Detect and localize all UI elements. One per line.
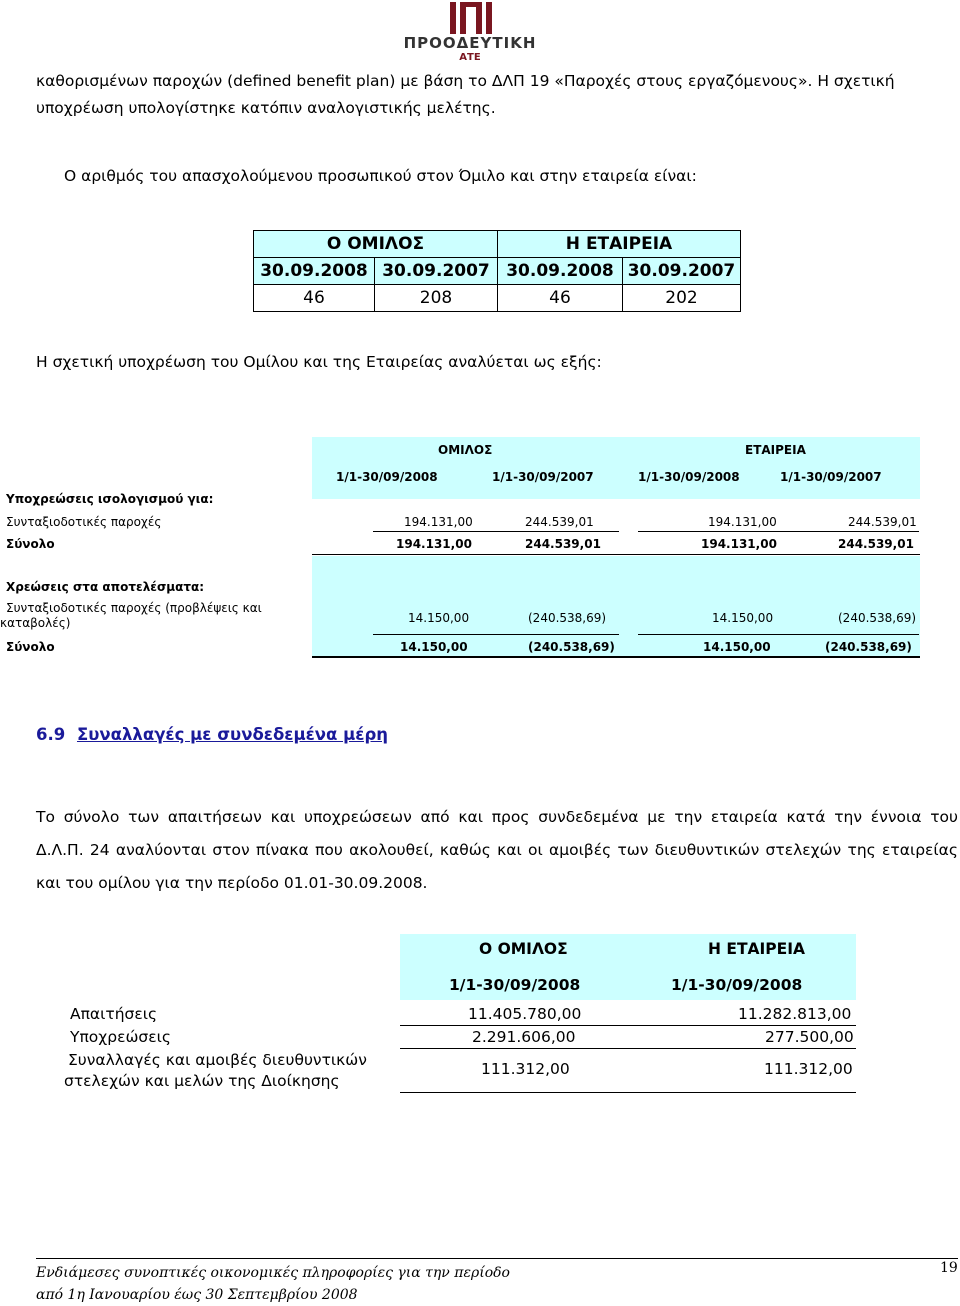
liability-underline xyxy=(373,531,619,532)
intro-line-2: υποχρέωση υπολογίστηκε κατόπιν αναλογιστικής μελέτης. xyxy=(36,99,496,117)
liability-total-cell: (240.538,69) xyxy=(825,640,912,654)
logo-wordmark: ΠΡΟΟΔΕΥΤΙΚΗ xyxy=(403,34,537,52)
related-cell: 111.312,00 xyxy=(764,1060,853,1078)
liability-underline xyxy=(312,554,920,555)
liability-row-label-line: Συνταξιοδοτικές παροχές (προβλέψεις και xyxy=(6,601,262,615)
related-row-label: Απαιτήσεις xyxy=(70,1005,158,1023)
liability-period: 1/1-30/09/2007 xyxy=(492,470,594,484)
liability-group-header: ΟΜΙΛΟΣ xyxy=(438,443,493,457)
liability-row-label xyxy=(0,601,262,631)
staff-value: 46 xyxy=(254,285,375,312)
related-company-header: Η ΕΤΑΙΡΕΙΑ xyxy=(708,940,806,958)
intro-paragraph xyxy=(36,68,958,122)
liability-cell: 244.539,01 xyxy=(525,515,594,529)
liability-period: 1/1-30/09/2008 xyxy=(336,470,438,484)
liability-underline xyxy=(638,634,919,635)
related-paragraph xyxy=(36,801,958,900)
liability-row-label: Συνταξιοδοτικές παροχές xyxy=(6,515,162,529)
liability-cell: 14.150,00 xyxy=(712,611,774,625)
liability-period: 1/1-30/09/2007 xyxy=(780,470,882,484)
liability-underline xyxy=(373,634,619,635)
liability-header-shade xyxy=(312,437,920,499)
related-row-label xyxy=(64,1050,367,1092)
related-cell: 11.405.780,00 xyxy=(468,1005,582,1023)
liability-total-cell: 194.131,00 xyxy=(396,537,472,551)
related-line-2: Δ.Λ.Π. 24 αναλύονται στον πίνακα που ακολουθεί, καθώς και οι αμοιβές των διευθυντικών στελεχών της εταιρείας xyxy=(36,841,958,859)
related-row-label: Υποχρεώσεις xyxy=(70,1028,171,1046)
footer-line-1: Ενδιάμεσες συνοπτικές οικονομικές πληροφορίες για την περίοδο xyxy=(36,1265,510,1281)
liability-total-cell: (240.538,69) xyxy=(528,640,615,654)
related-cell: 277.500,00 xyxy=(765,1028,854,1046)
staff-date: 30.09.2008 xyxy=(498,258,623,285)
related-group-header: Ο ΟΜΙΛΟΣ xyxy=(479,940,568,958)
logo-subtitle: ΑΤΕ xyxy=(459,52,481,63)
liability-cell: 194.131,00 xyxy=(404,515,473,529)
related-cell: 11.282.813,00 xyxy=(738,1005,852,1023)
page-number: 19 xyxy=(940,1260,958,1276)
liability-period: 1/1-30/09/2008 xyxy=(638,470,740,484)
liability-total-cell: 14.150,00 xyxy=(703,640,771,654)
liability-cell: 244.539,01 xyxy=(848,515,917,529)
footer-line-2: από 1η Ιανουαρίου έως 30 Σεπτεμβρίου 2008 xyxy=(36,1287,358,1303)
liability-total-cell: 14.150,00 xyxy=(400,640,468,654)
staff-value: 46 xyxy=(498,285,623,312)
liability-cell: 14.150,00 xyxy=(408,611,470,625)
staff-group-header: Ο ΟΜΙΛΟΣ xyxy=(254,231,498,258)
staff-date: 30.09.2007 xyxy=(623,258,741,285)
related-cell: 111.312,00 xyxy=(481,1060,570,1078)
related-row-label-line: Συναλλαγές και αμοιβές διευθυντικών xyxy=(68,1051,367,1069)
related-line-3: και του ομίλου για την περίοδο 01.01-30.09.2008. xyxy=(36,874,428,892)
related-group-period: 1/1-30/09/2008 xyxy=(449,976,581,994)
staff-value: 202 xyxy=(623,285,741,312)
footer-text xyxy=(36,1262,510,1306)
staff-value: 208 xyxy=(375,285,498,312)
liability-total-label: Σύνολο xyxy=(6,537,55,551)
liability-cell: 194.131,00 xyxy=(708,515,777,529)
liability-section1-title: Υποχρεώσεις ισολογισμού για: xyxy=(6,492,214,506)
liability-cell: (240.538,69) xyxy=(528,611,607,625)
section-number: 6.9 xyxy=(36,725,66,744)
logo-mark-icon xyxy=(450,2,492,34)
footer-rule xyxy=(36,1258,958,1259)
liability-cell: (240.538,69) xyxy=(838,611,917,625)
liability-total-cell: 194.131,00 xyxy=(701,537,777,551)
intro-line-1: καθορισμένων παροχών (defined benefit plan) με βάση το ΔΛΠ 19 «Παροχές στους εργαζόμενους». Η σχετική xyxy=(36,72,895,90)
related-row-rule xyxy=(400,1092,856,1093)
related-row-rule xyxy=(400,1048,856,1049)
liability-underline xyxy=(312,656,920,658)
related-row-label-line: στελεχών και μελών της Διοίκησης xyxy=(64,1072,340,1090)
liability-intro-text: Η σχετική υποχρέωση του Ομίλου και της Εταιρείας αναλύεται ως εξής: xyxy=(36,353,602,371)
staff-date: 30.09.2008 xyxy=(254,258,375,285)
section-heading xyxy=(36,725,388,744)
staff-count-table xyxy=(253,230,741,312)
liability-row-label-line: καταβολές) xyxy=(0,616,71,630)
section-title: Συναλλαγές με συνδεδεμένα μέρη xyxy=(76,725,389,744)
liability-underline xyxy=(638,531,919,532)
liability-company-header: ΕΤΑΙΡΕΙΑ xyxy=(745,443,806,457)
liability-section2-title: Χρεώσεις στα αποτελέσματα: xyxy=(6,580,205,594)
related-line-1: Το σύνολο των απαιτήσεων και υποχρεώσεων από και προς συνδεδεμένα με την εταιρεία κατά την έννοια του xyxy=(36,808,958,826)
company-logo xyxy=(370,0,570,64)
related-row-rule xyxy=(400,1025,856,1026)
related-cell: 2.291.606,00 xyxy=(472,1028,576,1046)
liability-total-cell: 244.539,01 xyxy=(838,537,914,551)
staff-intro-text: Ο αριθμός του απασχολούμενου προσωπικού στον Όμιλο και στην εταιρεία είναι: xyxy=(64,167,697,185)
staff-company-header: Η ΕΤΑΙΡΕΙΑ xyxy=(498,231,741,258)
liability-total-label: Σύνολο xyxy=(6,640,55,654)
staff-date: 30.09.2007 xyxy=(375,258,498,285)
related-company-period: 1/1-30/09/2008 xyxy=(671,976,803,994)
liability-total-cell: 244.539,01 xyxy=(525,537,601,551)
